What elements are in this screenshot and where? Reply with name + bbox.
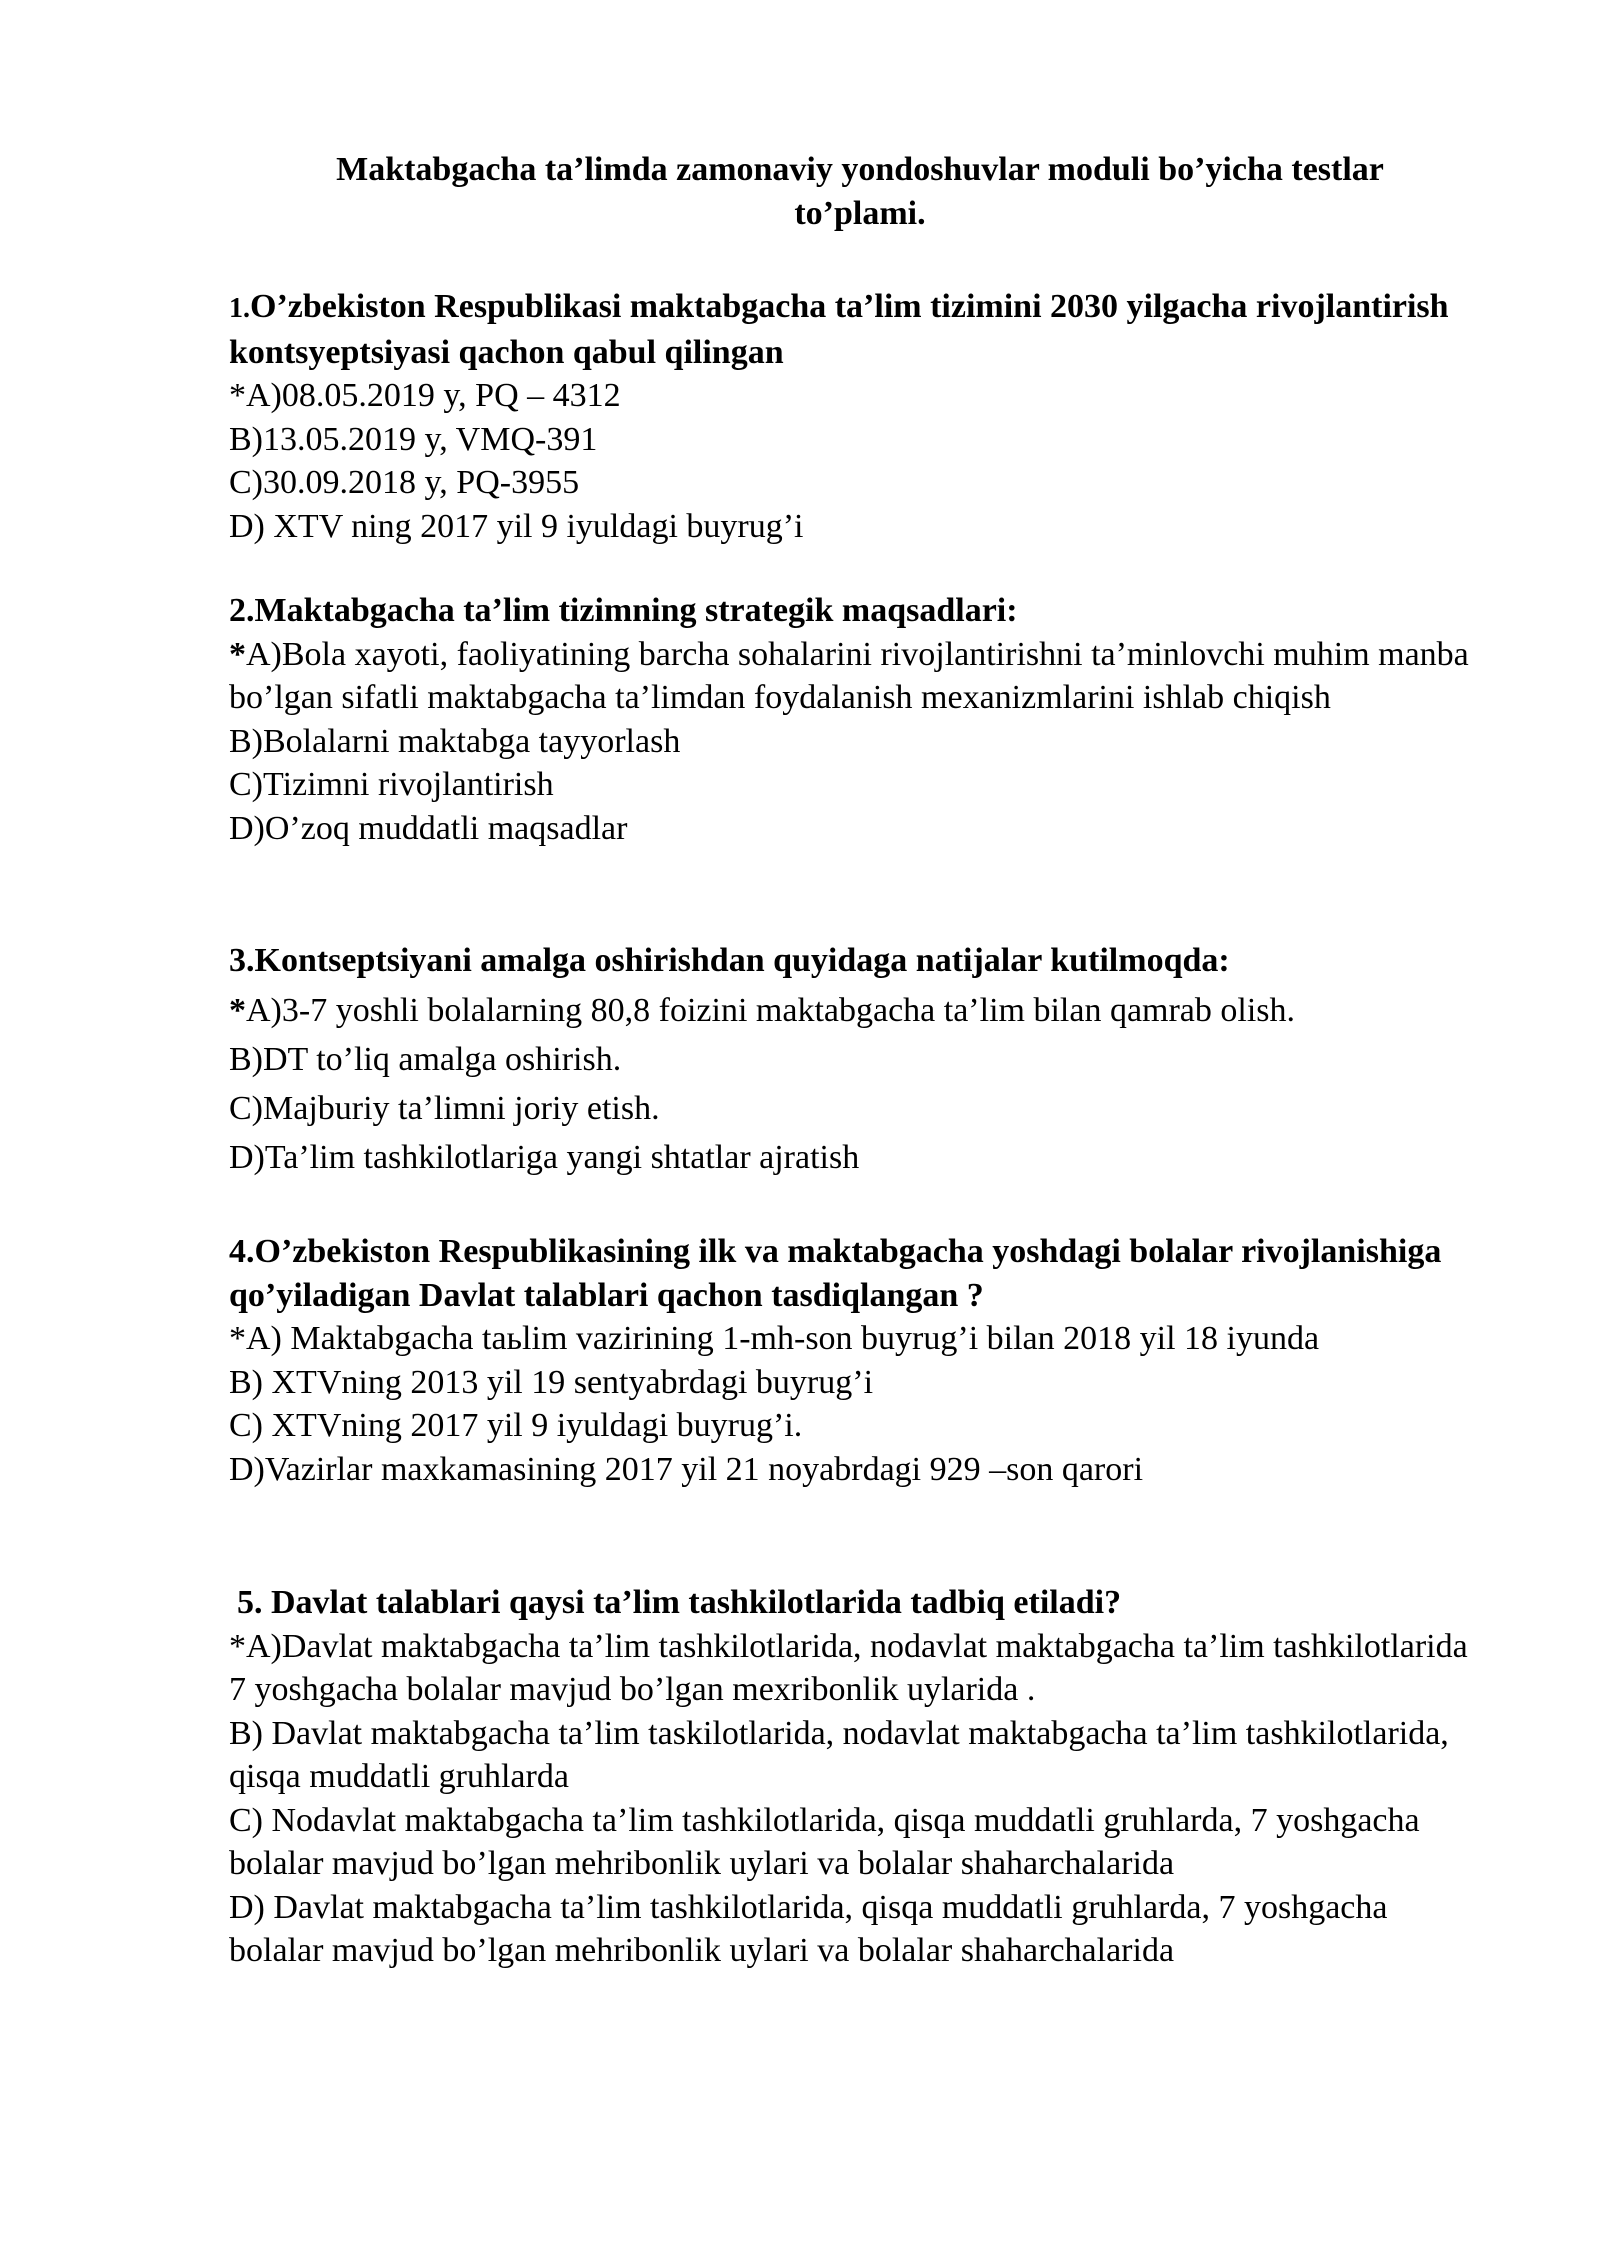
- question-4: [229, 1230, 1489, 1491]
- question-3-number: 3.: [229, 942, 255, 979]
- question-2-option-d: D)O’zoq muddatli maqsadlar: [229, 809, 628, 847]
- question-5-option-b: B) Davlat maktabgacha ta’lim taskilotlarida, nodavlat maktabgacha ta’lim tashkilotlarida, qisqa muddatli gruhlarda: [229, 1714, 1449, 1795]
- question-5: [229, 1581, 1489, 1973]
- question-3-option-c: C)Majburiy ta’limni joriy etish.: [229, 1090, 660, 1127]
- question-3-option-b: B)DT to’liq amalga oshirish.: [229, 1041, 622, 1078]
- question-3: [229, 938, 1489, 1182]
- question-1-number: 1.: [229, 293, 250, 324]
- question-5-option-a: *A)Davlat maktabgacha ta’lim tashkilotlarida, nodavlat maktabgacha ta’lim tashkilotlarida 7 yoshgacha bolalar mavjud bo’lgan mexribonlik uylarida .: [229, 1627, 1468, 1708]
- title-line-1: Maktabgacha ta’limda zamonaviy yondoshuvlar moduli bo’yicha testlar: [336, 151, 1384, 188]
- question-2-option-a: [229, 633, 1489, 720]
- question-3-option-a-text: A)3-7 yoshli bolalarning 80,8 foizini maktabgacha ta’lim bilan qamrab olish.: [246, 992, 1296, 1029]
- question-1-option-a: *A)08.05.2019 y, PQ – 4312: [229, 377, 621, 414]
- question-4-option-c: C) XTVning 2017 yil 9 iyuldagi buyrug’i.: [229, 1407, 803, 1444]
- question-1-option-b: B)13.05.2019 y, VMQ-391: [229, 420, 598, 458]
- question-5-option-c: C) Nodavlat maktabgacha ta’lim tashkilotlarida, qisqa muddatli gruhlarda, 7 yoshgacha bolalar mavjud bo’lgan mehribonlik uylari va bolalar shaharchalarida: [229, 1801, 1420, 1882]
- question-2-option-b: B)Bolalarni maktabga tayyorlash: [229, 722, 681, 760]
- correct-answer-marker: *: [229, 992, 246, 1029]
- question-1-text: O’zbekiston Respublikasi maktabgacha ta’lim tizimini 2030 yilgacha rivojlantirish kontsyeptsiyasi qachon qabul qilingan: [229, 288, 1449, 371]
- question-3-option-a: [229, 986, 1489, 1035]
- question-4-number: 4.: [229, 1233, 255, 1270]
- question-1-option-d: D) XTV ning 2017 yil 9 iyuldagi buyrug’i: [229, 507, 804, 545]
- question-1-stem: [229, 285, 1489, 374]
- title-line-2: to’plami.: [794, 195, 926, 232]
- question-3-stem: [229, 938, 1489, 984]
- question-5-stem: [229, 1581, 1489, 1625]
- question-1: [229, 285, 1489, 548]
- correct-answer-marker: *: [229, 635, 246, 673]
- question-3-option-d: D)Ta’lim tashkilotlariga yangi shtatlar ajratish: [229, 1139, 860, 1176]
- question-2: [229, 589, 1489, 850]
- question-4-option-b: B) XTVning 2013 yil 19 sentyabrdagi buyrug’i: [229, 1363, 874, 1401]
- question-1-option-c: C)30.09.2018 y, PQ-3955: [229, 464, 580, 501]
- question-2-number: 2.: [229, 592, 255, 629]
- question-5-text: Davlat talablari qaysi ta’lim tashkilotlarida tadbiq etiladi?: [271, 1584, 1122, 1621]
- document-title: [240, 148, 1480, 236]
- question-2-option-c: C)Tizimni rivojlantirish: [229, 766, 554, 803]
- question-4-text: O’zbekiston Respublikasining ilk va maktabgacha yoshdagi bolalar rivojlanishiga qo’yiladigan Davlat talablari qachon tasdiqlangan ?: [229, 1233, 1442, 1314]
- question-2-text: Maktabgacha ta’lim tizimning strategik maqsadlari:: [254, 592, 1018, 629]
- question-5-option-d: D) Davlat maktabgacha ta’lim tashkilotlarida, qisqa muddatli gruhlarda, 7 yoshgacha bolalar mavjud bo’lgan mehribonlik uylari va bolalar shaharchalarida: [229, 1888, 1388, 1969]
- question-2-stem: [229, 589, 1489, 633]
- question-2-option-a-text: A)Bola xayoti, faoliyatining barcha sohalarini rivojlantirishni ta’minlovchi muhim manba bo’lgan sifatli maktabgacha ta’limdan foydalanish mexanizmlarini ishlab chiqish: [229, 635, 1469, 716]
- question-4-option-d: D)Vazirlar maxkamasining 2017 yil 21 noyabrdagi 929 –son qarori: [229, 1450, 1144, 1488]
- question-5-number: 5.: [237, 1584, 263, 1621]
- question-4-option-a: *A) Maktabgacha taьlim vazirining 1-mh-son buyrug’i bilan 2018 yil 18 iyunda: [229, 1320, 1320, 1357]
- question-3-text: Kontseptsiyani amalga oshirishdan quyidaga natijalar kutilmoqda:: [254, 942, 1230, 979]
- question-4-stem: [229, 1230, 1489, 1317]
